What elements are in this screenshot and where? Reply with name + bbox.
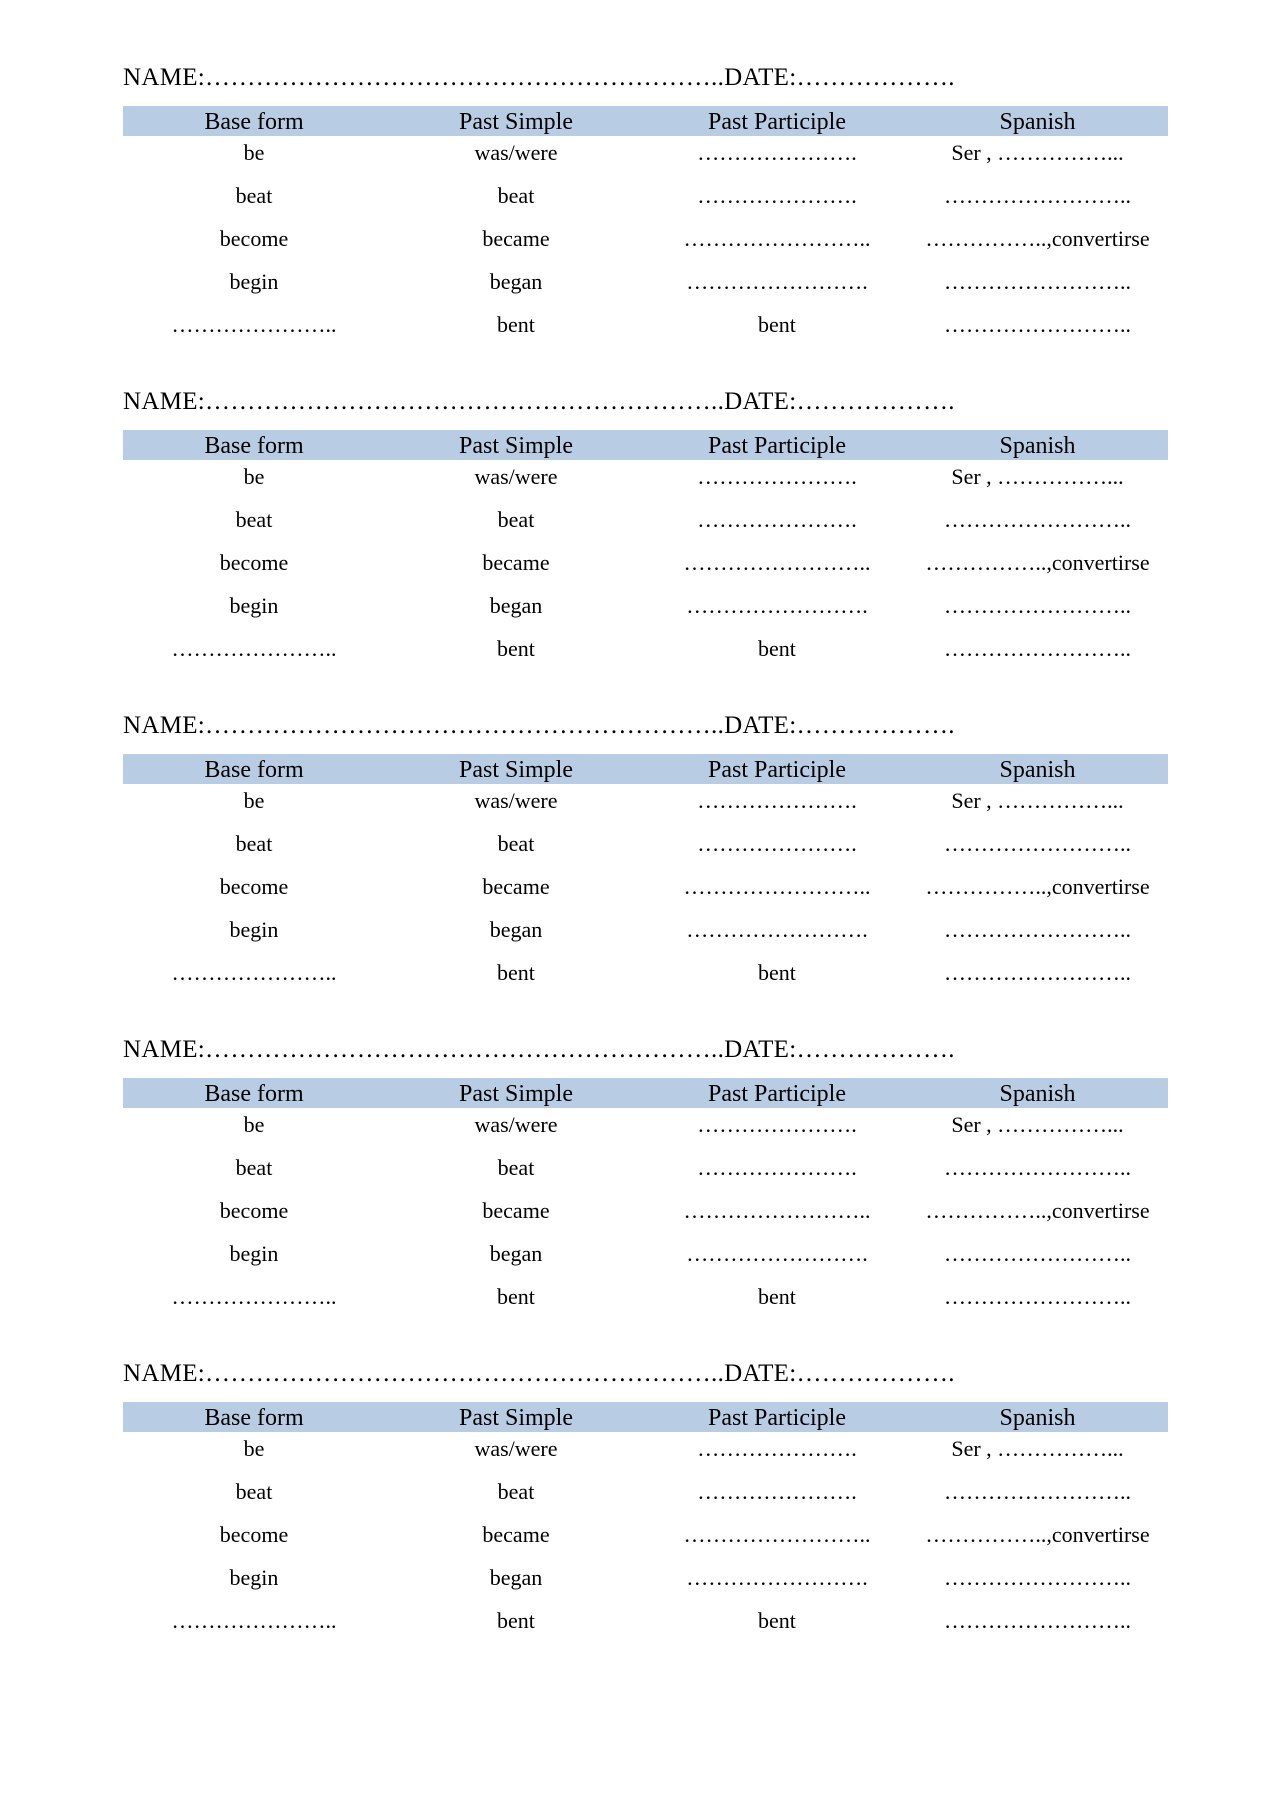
- table-row: [123, 1109, 1168, 1149]
- name-date-line: NAME:……………………………………………………..DATE:……………….: [123, 1360, 955, 1387]
- table-header: [123, 106, 1168, 136]
- table-header: [123, 1402, 1168, 1432]
- header-past-simple: Past Simple: [458, 433, 573, 459]
- spanish-cell: ……………………..: [944, 1241, 1131, 1266]
- table-row: [123, 590, 1168, 630]
- past-simple-cell: became: [482, 550, 550, 575]
- name-date-line: NAME:……………………………………………………..DATE:……………….: [123, 1036, 955, 1063]
- spanish-cell: ……………………..: [944, 1608, 1131, 1633]
- past-participle-cell: ……………………..: [683, 550, 871, 575]
- table-row: [123, 547, 1168, 587]
- spanish-cell: ……………………..: [944, 960, 1131, 985]
- base-form-cell: become: [219, 550, 289, 575]
- base-form-cell: beat: [235, 1155, 273, 1180]
- base-form-cell: begin: [229, 269, 279, 294]
- header-past-simple: Past Simple: [458, 109, 573, 135]
- spanish-cell: Ser , ……………...: [951, 788, 1124, 813]
- table-row: [123, 1238, 1168, 1278]
- spanish-cell: ……………………..: [944, 917, 1131, 942]
- base-form-cell: beat: [235, 831, 273, 856]
- past-participle-cell: ………………….: [697, 788, 857, 813]
- past-simple-cell: bent: [497, 636, 535, 661]
- base-form-cell: …………………..: [171, 636, 337, 661]
- past-simple-cell: began: [489, 593, 543, 618]
- table-row: [123, 1476, 1168, 1516]
- past-participle-cell: ……………………..: [683, 1522, 871, 1547]
- past-participle-cell: …………………….: [686, 269, 868, 294]
- base-form-cell: become: [219, 1198, 289, 1223]
- base-form-cell: become: [219, 226, 289, 251]
- base-form-cell: be: [243, 1112, 265, 1137]
- spanish-cell: ……………………..: [944, 1479, 1131, 1504]
- past-simple-cell: became: [482, 1522, 550, 1547]
- base-form-cell: …………………..: [171, 1284, 337, 1309]
- past-simple-cell: was/were: [474, 464, 558, 489]
- base-form-cell: beat: [235, 183, 273, 208]
- base-form-cell: begin: [229, 917, 279, 942]
- past-participle-cell: ………………….: [697, 1112, 857, 1137]
- header-past-participle: Past Participle: [708, 433, 846, 459]
- table-header: [123, 1078, 1168, 1108]
- past-simple-cell: was/were: [474, 1112, 558, 1137]
- table-header: [123, 430, 1168, 460]
- table-row: [123, 1562, 1168, 1602]
- base-form-cell: be: [243, 464, 265, 489]
- name-date-line: NAME:……………………………………………………..DATE:……………….: [123, 388, 955, 415]
- spanish-cell: ……………..,convertirse: [925, 226, 1150, 251]
- header-past-simple: Past Simple: [458, 1081, 573, 1107]
- header-past-participle: Past Participle: [708, 757, 846, 783]
- spanish-cell: Ser , ……………...: [951, 464, 1124, 489]
- past-participle-cell: …………………….: [686, 593, 868, 618]
- past-participle-cell: bent: [758, 312, 796, 337]
- base-form-cell: be: [243, 140, 265, 165]
- table-row: [123, 914, 1168, 954]
- past-participle-cell: ………………….: [697, 183, 857, 208]
- past-participle-cell: ………………….: [697, 1479, 857, 1504]
- past-simple-cell: began: [489, 1565, 543, 1590]
- header-base-form: Base form: [204, 109, 304, 135]
- past-participle-cell: bent: [758, 960, 796, 985]
- past-participle-cell: bent: [758, 636, 796, 661]
- past-simple-cell: was/were: [474, 140, 558, 165]
- past-simple-cell: became: [482, 226, 550, 251]
- table-row: [123, 1433, 1168, 1473]
- spanish-cell: Ser , ……………...: [951, 1436, 1124, 1461]
- base-form-cell: be: [243, 788, 265, 813]
- past-simple-cell: was/were: [474, 1436, 558, 1461]
- base-form-cell: become: [219, 874, 289, 899]
- past-participle-cell: …………………….: [686, 1565, 868, 1590]
- base-form-cell: beat: [235, 1479, 273, 1504]
- past-simple-cell: bent: [497, 960, 535, 985]
- past-simple-cell: began: [489, 269, 543, 294]
- past-participle-cell: bent: [758, 1608, 796, 1633]
- table-row: [123, 309, 1168, 349]
- header-spanish: Spanish: [999, 1405, 1076, 1431]
- header-base-form: Base form: [204, 1081, 304, 1107]
- past-simple-cell: bent: [497, 312, 535, 337]
- past-participle-cell: …………………….: [686, 917, 868, 942]
- past-participle-cell: ………………….: [697, 507, 857, 532]
- past-participle-cell: bent: [758, 1284, 796, 1309]
- header-base-form: Base form: [204, 1405, 304, 1431]
- name-date-line: NAME:……………………………………………………..DATE:……………….: [123, 712, 955, 739]
- table-row: [123, 266, 1168, 306]
- table-header: [123, 754, 1168, 784]
- base-form-cell: …………………..: [171, 960, 337, 985]
- table-row: [123, 180, 1168, 220]
- base-form-cell: begin: [229, 1241, 279, 1266]
- table-row: [123, 1281, 1168, 1321]
- past-simple-cell: became: [482, 1198, 550, 1223]
- base-form-cell: begin: [229, 593, 279, 618]
- past-simple-cell: beat: [497, 507, 535, 532]
- past-simple-cell: was/were: [474, 788, 558, 813]
- table-row: [123, 137, 1168, 177]
- spanish-cell: ……………………..: [944, 831, 1131, 856]
- past-participle-cell: ………………….: [697, 1155, 857, 1180]
- table-row: [123, 633, 1168, 673]
- header-past-participle: Past Participle: [708, 1405, 846, 1431]
- header-past-participle: Past Participle: [708, 1081, 846, 1107]
- table-row: [123, 871, 1168, 911]
- spanish-cell: ……………………..: [944, 1155, 1131, 1180]
- table-row: [123, 957, 1168, 997]
- past-simple-cell: bent: [497, 1284, 535, 1309]
- past-simple-cell: beat: [497, 1155, 535, 1180]
- header-spanish: Spanish: [999, 1081, 1076, 1107]
- header-past-simple: Past Simple: [458, 757, 573, 783]
- spanish-cell: ……………..,convertirse: [925, 1522, 1150, 1547]
- base-form-cell: begin: [229, 1565, 279, 1590]
- spanish-cell: Ser , ……………...: [951, 140, 1124, 165]
- past-simple-cell: became: [482, 874, 550, 899]
- spanish-cell: ……………..,convertirse: [925, 874, 1150, 899]
- past-participle-cell: ……………………..: [683, 874, 871, 899]
- table-row: [123, 461, 1168, 501]
- past-participle-cell: ………………….: [697, 140, 857, 165]
- spanish-cell: ……………………..: [944, 312, 1131, 337]
- base-form-cell: …………………..: [171, 312, 337, 337]
- header-spanish: Spanish: [999, 109, 1076, 135]
- table-row: [123, 1519, 1168, 1559]
- past-participle-cell: ……………………..: [683, 1198, 871, 1223]
- base-form-cell: be: [243, 1436, 265, 1461]
- table-row: [123, 828, 1168, 868]
- spanish-cell: Ser , ……………...: [951, 1112, 1124, 1137]
- spanish-cell: ……………………..: [944, 636, 1131, 661]
- table-row: [123, 1605, 1168, 1645]
- past-simple-cell: beat: [497, 183, 535, 208]
- past-simple-cell: began: [489, 1241, 543, 1266]
- spanish-cell: ……………………..: [944, 269, 1131, 294]
- past-participle-cell: ……………………..: [683, 226, 871, 251]
- spanish-cell: ……………………..: [944, 183, 1131, 208]
- past-simple-cell: bent: [497, 1608, 535, 1633]
- header-spanish: Spanish: [999, 757, 1076, 783]
- header-base-form: Base form: [204, 757, 304, 783]
- header-base-form: Base form: [204, 433, 304, 459]
- past-participle-cell: ………………….: [697, 464, 857, 489]
- table-row: [123, 785, 1168, 825]
- spanish-cell: ……………..,convertirse: [925, 1198, 1150, 1223]
- table-row: [123, 504, 1168, 544]
- spanish-cell: ……………………..: [944, 593, 1131, 618]
- spanish-cell: ……………..,convertirse: [925, 550, 1150, 575]
- base-form-cell: …………………..: [171, 1608, 337, 1633]
- spanish-cell: ……………………..: [944, 507, 1131, 532]
- past-simple-cell: began: [489, 917, 543, 942]
- past-simple-cell: beat: [497, 831, 535, 856]
- past-participle-cell: …………………….: [686, 1241, 868, 1266]
- header-past-simple: Past Simple: [458, 1405, 573, 1431]
- base-form-cell: become: [219, 1522, 289, 1547]
- table-row: [123, 1152, 1168, 1192]
- past-participle-cell: ………………….: [697, 1436, 857, 1461]
- past-participle-cell: ………………….: [697, 831, 857, 856]
- header-spanish: Spanish: [999, 433, 1076, 459]
- past-simple-cell: beat: [497, 1479, 535, 1504]
- header-past-participle: Past Participle: [708, 109, 846, 135]
- spanish-cell: ……………………..: [944, 1565, 1131, 1590]
- spanish-cell: ……………………..: [944, 1284, 1131, 1309]
- base-form-cell: beat: [235, 507, 273, 532]
- name-date-line: NAME:……………………………………………………..DATE:……………….: [123, 64, 955, 91]
- table-row: [123, 1195, 1168, 1235]
- table-row: [123, 223, 1168, 263]
